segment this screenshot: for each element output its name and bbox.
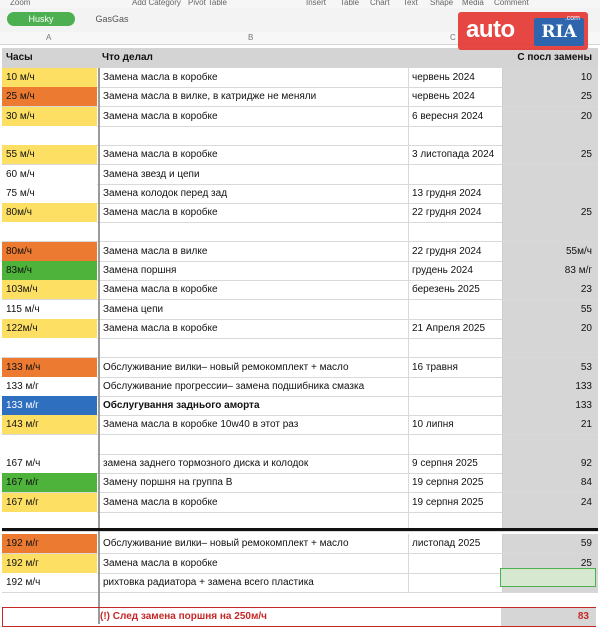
work-cell[interactable]: Обслуживание вилки– новый ремокомплект + масло	[99, 358, 407, 377]
header-hours[interactable]: Часы	[6, 52, 33, 63]
date-cell[interactable]: 19 серпня 2025	[408, 493, 501, 512]
table-row	[2, 396, 598, 416]
hours-cell[interactable]: 80м/ч	[2, 242, 97, 261]
since-cell[interactable]: 59	[502, 534, 598, 553]
table-row	[2, 261, 598, 281]
table-row	[2, 435, 598, 455]
date-cell[interactable]: 9 серпня 2025	[408, 454, 501, 473]
date-cell[interactable]	[408, 435, 501, 454]
since-cell[interactable]	[502, 222, 598, 241]
autoria-watermark	[458, 12, 588, 50]
since-cell[interactable]: 133	[502, 377, 598, 396]
work-cell[interactable]: Замена звезд и цепи	[99, 165, 407, 184]
hours-cell[interactable]: 143 м/г	[2, 415, 97, 434]
table-row	[2, 319, 598, 339]
work-cell[interactable]: Замена масла в коробке	[99, 493, 407, 512]
selected-cell[interactable]	[500, 568, 596, 587]
date-cell[interactable]	[408, 222, 501, 241]
date-cell[interactable]	[408, 126, 501, 145]
hours-cell[interactable]: 75 м/ч	[2, 184, 97, 203]
since-cell[interactable]	[502, 338, 598, 357]
hours-cell[interactable]	[2, 222, 97, 241]
work-cell[interactable]: Замена масла в коробке	[99, 107, 407, 126]
table-row	[2, 242, 598, 262]
toolbar-item-1[interactable]: Add Category	[132, 0, 181, 7]
work-cell[interactable]: Замена масла в коробке 10w40 в этот раз	[99, 415, 407, 434]
date-cell[interactable]: 21 Апреля 2025	[408, 319, 501, 338]
since-cell[interactable]: 25	[502, 145, 598, 164]
date-cell[interactable]: червень 2024	[408, 87, 501, 106]
date-cell[interactable]: 22 грудня 2024	[408, 203, 501, 222]
date-cell[interactable]	[408, 338, 501, 357]
hours-cell[interactable]	[2, 126, 97, 145]
table-row	[2, 454, 598, 474]
table-row	[2, 145, 598, 165]
toolbar-item-8[interactable]: Media	[462, 0, 484, 7]
toolbar-item-3[interactable]: Insert	[306, 0, 327, 7]
hours-cell[interactable]: 10 м/ч	[2, 68, 97, 87]
since-cell[interactable]	[502, 165, 598, 184]
date-cell[interactable]: 16 травня	[408, 358, 501, 377]
since-cell[interactable]: 24	[502, 493, 598, 512]
column-letter-b[interactable]: B	[248, 33, 254, 42]
watermark-text-auto: auto	[466, 16, 515, 43]
column-letter-c[interactable]: C	[450, 33, 456, 42]
hours-cell[interactable]: 55 м/ч	[2, 145, 97, 164]
work-cell[interactable]: Замена масла в коробке	[99, 203, 407, 222]
date-cell[interactable]: грудень 2024	[408, 261, 501, 280]
header-since[interactable]: С посл замены	[517, 52, 592, 63]
date-cell[interactable]: 22 грудня 2024	[408, 242, 501, 261]
column-letter-a[interactable]: A	[46, 33, 52, 42]
hours-cell[interactable]: 115 м/ч	[2, 300, 97, 319]
table-header	[2, 48, 598, 68]
work-cell[interactable]: Обслуживание вилки– новый ремокомплект + масло	[99, 534, 407, 553]
warning-text: (!) След замена поршня на 250м/ч	[100, 611, 267, 622]
since-cell[interactable]	[502, 126, 598, 145]
date-cell[interactable]	[408, 377, 501, 396]
hours-cell[interactable]	[2, 435, 97, 454]
table-row	[2, 222, 598, 242]
watermark-suffix: .com	[564, 15, 580, 22]
date-cell[interactable]	[408, 573, 501, 592]
hours-cell[interactable]: 103м/ч	[2, 280, 97, 299]
since-cell[interactable]: 25	[502, 87, 598, 106]
date-cell[interactable]: 19 серпня 2025	[408, 473, 501, 492]
date-cell[interactable]: листопад 2025	[408, 534, 501, 553]
table-row	[2, 338, 598, 358]
since-cell[interactable]	[502, 184, 598, 203]
toolbar-item-2[interactable]: Pivot Table	[188, 0, 227, 7]
work-cell[interactable]: Замена масла в коробке	[99, 280, 407, 299]
hours-cell[interactable]: 192 м/г	[2, 554, 97, 573]
table-row	[2, 203, 598, 223]
section-divider	[2, 528, 598, 531]
work-cell[interactable]: Замена колодок перед зад	[99, 184, 407, 203]
since-cell[interactable]: 55м/ч	[502, 242, 598, 261]
work-cell[interactable]: Замена масла в вилке, в катридже не меняли	[99, 87, 407, 106]
table-row	[2, 473, 598, 493]
hours-cell[interactable]: 60 м/ч	[2, 165, 97, 184]
work-cell[interactable]: Замена масла в вилке	[99, 242, 407, 261]
toolbar-item-9[interactable]: Comment	[494, 0, 529, 7]
since-cell[interactable]: 20	[502, 319, 598, 338]
tab-husky[interactable]: Husky	[7, 12, 75, 26]
table-row	[2, 68, 598, 88]
date-cell[interactable]: березень 2025	[408, 280, 501, 299]
since-cell[interactable]	[502, 435, 598, 454]
work-cell[interactable]	[99, 338, 407, 357]
hours-cell[interactable]: 133 м/г	[2, 396, 97, 415]
hours-cell[interactable]: 167 м/г	[2, 473, 97, 492]
table-row	[2, 415, 598, 435]
column-divider	[98, 68, 100, 624]
table-row	[2, 300, 598, 320]
since-cell[interactable]: 25	[502, 203, 598, 222]
since-cell[interactable]: 83 м/г	[502, 261, 598, 280]
date-cell[interactable]: 13 грудня 2024	[408, 184, 501, 203]
hours-cell[interactable]: 192 м/г	[2, 534, 97, 553]
work-cell[interactable]: Замена масла в коробке	[99, 68, 407, 87]
hours-cell[interactable]: 133 м/г	[2, 377, 97, 396]
since-cell[interactable]: 55	[502, 300, 598, 319]
table-row	[2, 358, 598, 378]
work-cell[interactable]: рихтовка радиатора + замена всего пластика	[99, 573, 407, 592]
work-cell[interactable]: Замена поршня	[99, 261, 407, 280]
table-row	[2, 377, 598, 397]
work-cell[interactable]	[99, 126, 407, 145]
toolbar	[0, 0, 600, 8]
table-row	[2, 534, 598, 554]
hours-cell[interactable]: 133 м/ч	[2, 358, 97, 377]
since-cell[interactable]: 20	[502, 107, 598, 126]
work-cell[interactable]	[99, 435, 407, 454]
header-work[interactable]: Что делал	[102, 52, 153, 63]
date-cell[interactable]: 6 вересня 2024	[408, 107, 501, 126]
date-cell[interactable]	[408, 396, 501, 415]
table-row	[2, 87, 598, 107]
date-cell[interactable]: 3 листопада 2024	[408, 145, 501, 164]
toolbar-item-5[interactable]: Chart	[370, 0, 390, 7]
hours-cell[interactable]: 25 м/ч	[2, 87, 97, 106]
table-row	[2, 184, 598, 204]
toolbar-item-4[interactable]: Table	[340, 0, 360, 7]
hours-cell[interactable]: 80м/ч	[2, 203, 97, 222]
work-cell[interactable]: Замена масла в коробке	[99, 319, 407, 338]
warning-value: 83	[577, 611, 589, 622]
hours-cell[interactable]: 167 м/г	[2, 493, 97, 512]
toolbar-item-7[interactable]: Shape	[430, 0, 454, 7]
watermark-text-ria: RIA	[534, 18, 584, 46]
since-cell[interactable]: 53	[502, 358, 598, 377]
hours-cell[interactable]: 167 м/ч	[2, 454, 97, 473]
table-row	[2, 107, 598, 127]
toolbar-item-0[interactable]: Zoom	[10, 0, 31, 7]
since-cell[interactable]: 10	[502, 68, 598, 87]
since-cell[interactable]: 23	[502, 280, 598, 299]
table-row	[2, 165, 598, 185]
work-cell[interactable]: Замена масла в коробке	[99, 145, 407, 164]
work-cell[interactable]: Замену поршня на группа В	[99, 473, 407, 492]
table-row	[2, 126, 598, 146]
since-cell[interactable]: 21	[502, 415, 598, 434]
hours-cell[interactable]: 83м/ч	[2, 261, 97, 280]
table-row	[2, 280, 598, 300]
work-cell[interactable]	[99, 222, 407, 241]
date-cell[interactable]: червень 2024	[408, 68, 501, 87]
hours-cell[interactable]	[2, 338, 97, 357]
warning-row[interactable]	[2, 607, 596, 627]
work-cell[interactable]: Замена цепи	[99, 300, 407, 319]
table-row	[2, 493, 598, 513]
hours-cell[interactable]: 122м/ч	[2, 319, 97, 338]
since-cell[interactable]: 84	[502, 473, 598, 492]
work-cell[interactable]: замена заднего тормозного диска и колодок	[99, 454, 407, 473]
work-cell[interactable]: Замена масла в коробке	[99, 554, 407, 573]
hours-cell[interactable]: 30 м/ч	[2, 107, 97, 126]
date-cell[interactable]: 10 липня	[408, 415, 501, 434]
hours-cell[interactable]: 192 м/ч	[2, 573, 97, 592]
since-cell[interactable]: 133	[502, 396, 598, 415]
tab-gasgas[interactable]: GasGas	[95, 14, 129, 24]
work-cell[interactable]: Обслугування заднього аморта	[99, 396, 407, 415]
work-cell[interactable]: Обслуживание прогрессии– замена подшибника смазка	[99, 377, 407, 396]
date-cell[interactable]	[408, 300, 501, 319]
since-cell[interactable]: 25	[502, 554, 598, 573]
date-cell[interactable]	[408, 165, 501, 184]
date-cell[interactable]	[408, 554, 501, 573]
toolbar-item-6[interactable]: Text	[403, 0, 418, 7]
since-cell[interactable]: 92	[502, 454, 598, 473]
